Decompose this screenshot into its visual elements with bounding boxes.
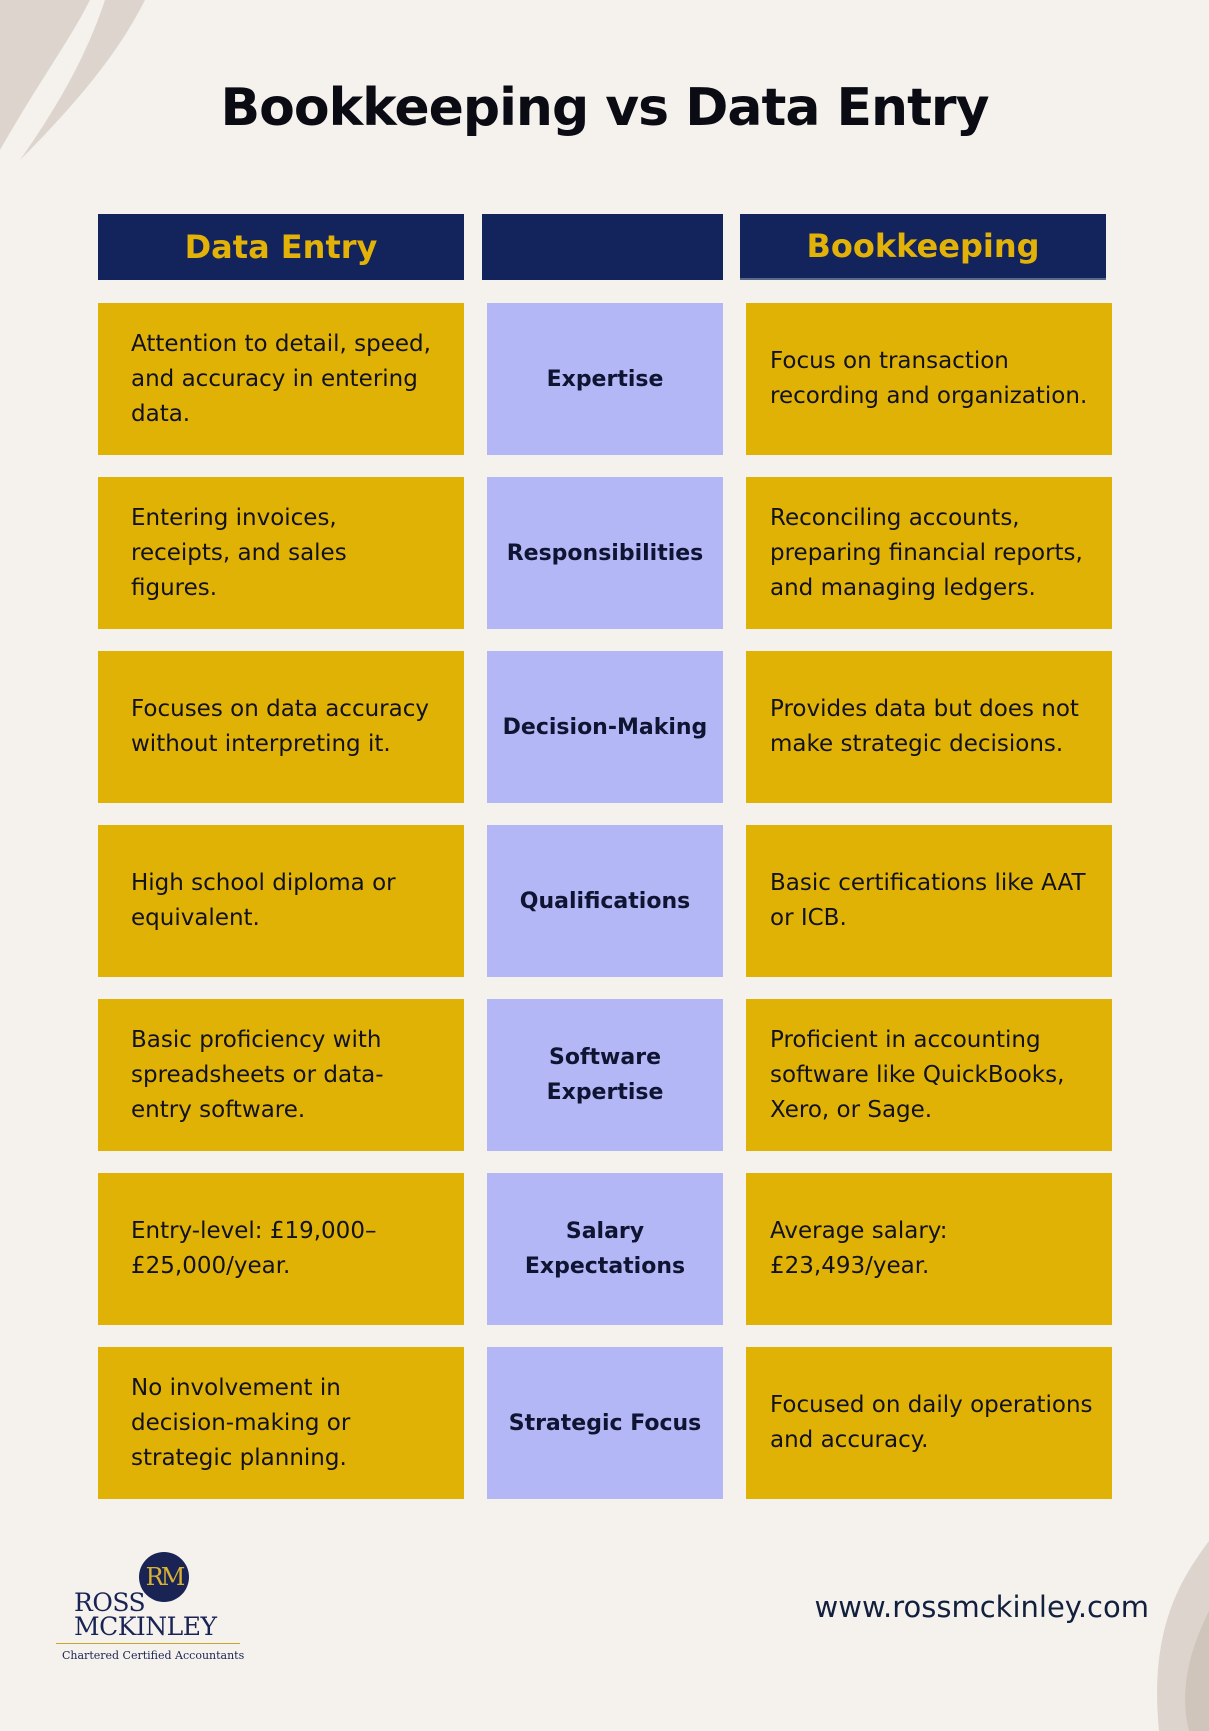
bookkeeping-cell: Focus on transaction recording and organization. xyxy=(746,303,1112,455)
page-title: Bookkeeping vs Data Entry xyxy=(220,78,989,138)
header-data-entry: Data Entry xyxy=(98,214,464,280)
data-entry-cell: No involvement in decision-making or strategic planning. xyxy=(98,1347,464,1499)
bookkeeping-cell: Basic certifications like AAT or ICB. xyxy=(746,825,1112,977)
header-category xyxy=(482,214,723,280)
data-entry-cell: Entry-level: £19,000–£25,000/year. xyxy=(98,1173,464,1325)
bookkeeping-cell: Average salary: £23,493/year. xyxy=(746,1173,1112,1325)
header-bookkeeping: Bookkeeping xyxy=(740,214,1106,280)
data-entry-cell: High school diploma or equivalent. xyxy=(98,825,464,977)
bookkeeping-cell: Proficient in accounting software like QuickBooks, Xero, or Sage. xyxy=(746,999,1112,1151)
data-entry-cell: Entering invoices, receipts, and sales figures. xyxy=(98,477,464,629)
category-cell: Decision-Making xyxy=(487,651,723,803)
bookkeeping-cell: Focused on daily operations and accuracy. xyxy=(746,1347,1112,1499)
decorative-leaf-bottom-right xyxy=(1109,1541,1209,1731)
company-logo xyxy=(56,1552,246,1662)
logo-divider xyxy=(56,1643,240,1644)
category-cell: Expertise xyxy=(487,303,723,455)
data-entry-cell: Focuses on data accuracy without interpreting it. xyxy=(98,651,464,803)
table-row xyxy=(0,651,1209,803)
category-cell: Qualifications xyxy=(487,825,723,977)
category-cell: Strategic Focus xyxy=(487,1347,723,1499)
category-cell: Salary Expectations xyxy=(487,1173,723,1325)
table-row xyxy=(0,303,1209,455)
data-entry-cell: Attention to detail, speed, and accuracy in entering data. xyxy=(98,303,464,455)
table-row xyxy=(0,1347,1209,1499)
category-cell: Software Expertise xyxy=(487,999,723,1151)
table-row xyxy=(0,477,1209,629)
table-row xyxy=(0,825,1209,977)
bookkeeping-cell: Reconciling accounts, preparing financial reports, and managing ledgers. xyxy=(746,477,1112,629)
website-url: www.rossmckinley.com xyxy=(814,1590,1149,1624)
logo-monogram: RM xyxy=(139,1552,189,1602)
logo-name-line2: MCKINLEY xyxy=(74,1612,217,1641)
data-entry-cell: Basic proficiency with spreadsheets or data-entry software. xyxy=(98,999,464,1151)
table-row xyxy=(0,999,1209,1151)
logo-name-line1: ROSS xyxy=(74,1588,146,1617)
bookkeeping-cell: Provides data but does not make strategic decisions. xyxy=(746,651,1112,803)
table-row xyxy=(0,1173,1209,1325)
logo-tagline: Chartered Certified Accountants xyxy=(62,1649,245,1662)
category-cell: Responsibilities xyxy=(487,477,723,629)
